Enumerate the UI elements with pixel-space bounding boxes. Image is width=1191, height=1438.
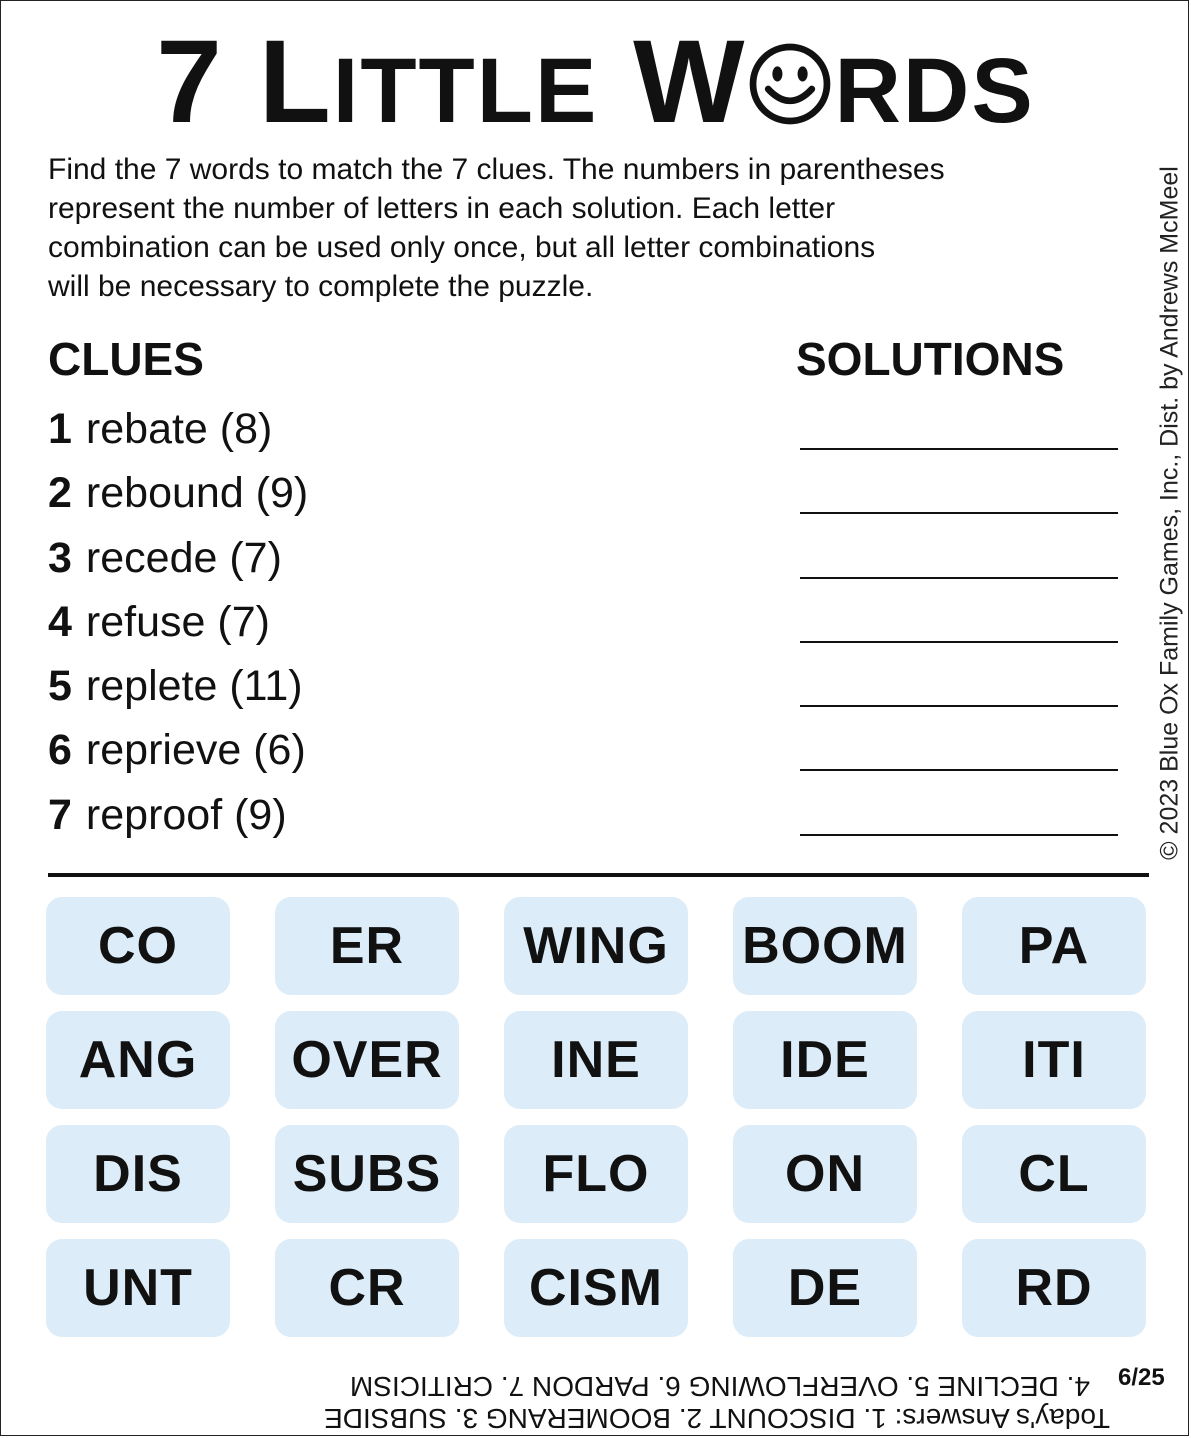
upside-down-answers [90, 1370, 1110, 1434]
solutions-list [800, 448, 1118, 898]
solution-blank-3[interactable] [800, 577, 1118, 641]
solution-blank-7[interactable] [800, 834, 1118, 898]
clue-text: refuse (7) [85, 597, 270, 646]
letter-tile[interactable]: ON [733, 1125, 917, 1223]
letter-tile[interactable]: IDE [733, 1011, 917, 1109]
letter-tile[interactable]: BOOM [733, 897, 917, 995]
clue-item [48, 786, 788, 850]
clue-item [48, 400, 788, 464]
title-seven: 7 [156, 16, 224, 148]
copyright-notice [1155, 160, 1185, 865]
clue-number: 5 [48, 662, 72, 711]
instructions-line: Find the 7 words to match the 7 clues. The numbers in parentheses [48, 153, 945, 186]
instructions-line: combination can be used only once, but all letter combinations [48, 231, 876, 264]
title-little-rest: ITTLE [332, 40, 599, 142]
clue-text: rebound (9) [85, 469, 309, 518]
solution-blank-1[interactable] [800, 448, 1118, 512]
instructions-line: represent the number of letters in each solution. Each letter [48, 192, 836, 225]
clue-number: 3 [48, 533, 72, 582]
answers-line: 4. DECLINE 5. OVERFLOWING 6. PARDON 7. CRITICISM [349, 1371, 1090, 1402]
clue-number: 7 [48, 790, 72, 839]
title-words-rest: RDS [834, 40, 1035, 142]
puzzle-date: 6/25 [1118, 1364, 1165, 1391]
section-divider [48, 873, 1149, 877]
clue-item [48, 529, 788, 593]
letter-tile[interactable]: ER [275, 897, 459, 995]
clue-number: 6 [48, 726, 72, 775]
letter-tile[interactable]: ITI [962, 1011, 1146, 1109]
letter-tile[interactable]: ANG [46, 1011, 230, 1109]
letter-tile[interactable]: SUBS [275, 1125, 459, 1223]
letter-tile[interactable]: CISM [504, 1239, 688, 1337]
letter-tile[interactable]: DIS [46, 1125, 230, 1223]
letter-tile[interactable]: CR [275, 1239, 459, 1337]
letter-tile[interactable]: INE [504, 1011, 688, 1109]
letter-tile[interactable]: DE [733, 1239, 917, 1337]
solution-blank-5[interactable] [800, 705, 1118, 769]
instructions [48, 150, 1158, 306]
title-l: L [258, 16, 333, 148]
clue-number: 1 [48, 405, 72, 453]
clue-number: 2 [48, 469, 72, 518]
letter-tile[interactable]: FLO [504, 1125, 688, 1223]
title-w: W [633, 16, 747, 148]
clue-text: recede (7) [85, 533, 282, 582]
clue-item [48, 593, 788, 657]
puzzle-title [0, 16, 1191, 151]
letter-tiles-grid [46, 897, 1150, 1337]
copyright-text: © 2023 Blue Ox Family Games, Inc., Dist. by Andrews McMeel [1155, 165, 1184, 860]
clue-item [48, 464, 788, 528]
clue-item [48, 721, 788, 785]
letter-tile[interactable]: OVER [275, 1011, 459, 1109]
solution-blank-6[interactable] [800, 769, 1118, 833]
letter-tile[interactable]: CL [962, 1125, 1146, 1223]
solution-blank-2[interactable] [800, 512, 1118, 576]
answers-line: Today's Answers: 1. DISCOUNT 2. BOOMERANG 3. SUBSIDE [324, 1403, 1110, 1434]
clues-header: CLUES [48, 333, 204, 385]
solutions-header: SOLUTIONS [796, 333, 1065, 385]
letter-tile[interactable]: UNT [46, 1239, 230, 1337]
clue-text: replete (11) [85, 662, 303, 711]
letter-tile[interactable]: RD [962, 1239, 1146, 1337]
smiley-face-icon [748, 42, 832, 126]
solution-blank-4[interactable] [800, 641, 1118, 705]
letter-tile[interactable]: WING [504, 897, 688, 995]
letter-tile[interactable]: CO [46, 897, 230, 995]
letter-tile[interactable]: PA [962, 897, 1146, 995]
clue-number: 4 [48, 597, 72, 646]
clue-text: reprieve (6) [85, 726, 306, 775]
instructions-line: will be necessary to complete the puzzle. [48, 270, 594, 303]
clue-text: rebate (8) [85, 405, 273, 453]
clues-list [48, 400, 788, 850]
clue-item [48, 657, 788, 721]
clue-text: reproof (9) [85, 790, 287, 839]
